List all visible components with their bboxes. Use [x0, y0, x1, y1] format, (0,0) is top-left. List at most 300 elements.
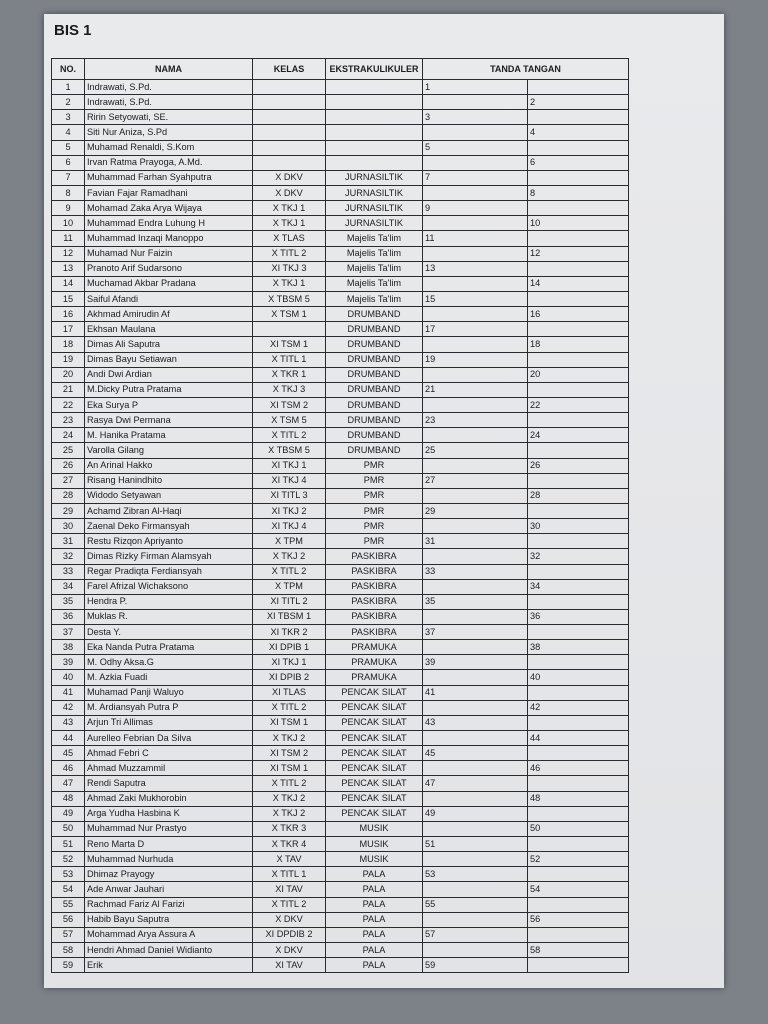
row-signature-right [528, 594, 629, 609]
row-signature-left: 35 [423, 594, 528, 609]
row-number: 39 [52, 655, 85, 670]
row-ekstrakulikuler: PENCAK SILAT [326, 731, 423, 746]
attendance-table [51, 58, 629, 973]
row-number: 58 [52, 943, 85, 958]
row-signature-left: 55 [423, 897, 528, 912]
row-number: 31 [52, 534, 85, 549]
table-row [52, 685, 629, 700]
row-ekstrakulikuler: DRUMBAND [326, 307, 423, 322]
row-ekstrakulikuler: DRUMBAND [326, 352, 423, 367]
row-kelas: X TITL 2 [253, 700, 326, 715]
row-signature-left: 9 [423, 201, 528, 216]
table-row [52, 519, 629, 534]
row-signature-left: 39 [423, 655, 528, 670]
row-kelas [253, 80, 326, 95]
row-ekstrakulikuler: Majelis Ta'lim [326, 246, 423, 261]
row-number: 28 [52, 488, 85, 503]
row-ekstrakulikuler: DRUMBAND [326, 443, 423, 458]
row-signature-left [423, 579, 528, 594]
row-number: 13 [52, 261, 85, 276]
row-signature-left [423, 519, 528, 534]
table-row [52, 80, 629, 95]
row-signature-left: 1 [423, 80, 528, 95]
table-row [52, 912, 629, 927]
table-row [52, 367, 629, 382]
row-signature-right [528, 655, 629, 670]
row-number: 26 [52, 458, 85, 473]
row-signature-right [528, 322, 629, 337]
row-signature-left [423, 458, 528, 473]
row-nama: Arjun Tri Allimas [85, 715, 253, 730]
row-kelas: X DKV [253, 943, 326, 958]
row-signature-left [423, 731, 528, 746]
row-number: 36 [52, 609, 85, 624]
row-nama: Siti Nur Aniza, S.Pd [85, 125, 253, 140]
row-nama: Farel Afrizal Wichaksono [85, 579, 253, 594]
row-kelas: X TITL 2 [253, 246, 326, 261]
row-nama: Habib Bayu Saputra [85, 912, 253, 927]
table-row [52, 882, 629, 897]
row-nama: M. Odhy Aksa.G [85, 655, 253, 670]
row-number: 47 [52, 776, 85, 791]
row-signature-left [423, 428, 528, 443]
row-signature-left [423, 700, 528, 715]
row-ekstrakulikuler: PENCAK SILAT [326, 761, 423, 776]
row-ekstrakulikuler: PMR [326, 534, 423, 549]
row-ekstrakulikuler: PALA [326, 867, 423, 882]
row-nama: Widodo Setyawan [85, 488, 253, 503]
row-ekstrakulikuler [326, 110, 423, 125]
row-signature-left [423, 185, 528, 200]
row-signature-left: 3 [423, 110, 528, 125]
row-signature-right: 50 [528, 821, 629, 836]
table-row [52, 852, 629, 867]
table-row [52, 837, 629, 852]
row-kelas: X TKJ 1 [253, 201, 326, 216]
row-signature-right [528, 261, 629, 276]
row-signature-right [528, 170, 629, 185]
row-kelas: X TKR 3 [253, 821, 326, 836]
row-nama: Reno Marta D [85, 837, 253, 852]
table-row [52, 867, 629, 882]
row-kelas: XI TKJ 1 [253, 458, 326, 473]
row-nama: Hendra P. [85, 594, 253, 609]
row-signature-left [423, 155, 528, 170]
row-signature-left [423, 95, 528, 110]
row-kelas: XI TAV [253, 882, 326, 897]
row-kelas: XI TSM 1 [253, 715, 326, 730]
row-signature-left: 21 [423, 382, 528, 397]
row-signature-left: 49 [423, 806, 528, 821]
row-signature-left: 11 [423, 231, 528, 246]
row-kelas: X TKJ 1 [253, 276, 326, 291]
row-ekstrakulikuler: DRUMBAND [326, 337, 423, 352]
table-row [52, 564, 629, 579]
row-ekstrakulikuler: JURNASILTIK [326, 216, 423, 231]
row-kelas: X TPM [253, 534, 326, 549]
row-nama: Aurelleo Febrian Da Silva [85, 731, 253, 746]
row-kelas: X TPM [253, 579, 326, 594]
row-nama: Ahmad Muzzammil [85, 761, 253, 776]
row-nama: Rachmad Fariz Al Farizi [85, 897, 253, 912]
row-signature-right [528, 413, 629, 428]
row-ekstrakulikuler: MUSIK [326, 852, 423, 867]
row-ekstrakulikuler: PMR [326, 503, 423, 518]
row-kelas: XI TITL 2 [253, 594, 326, 609]
row-number: 10 [52, 216, 85, 231]
row-signature-right [528, 776, 629, 791]
row-nama: Restu Rizqon Apriyanto [85, 534, 253, 549]
row-ekstrakulikuler: PRAMUKA [326, 655, 423, 670]
table-row [52, 670, 629, 685]
row-number: 8 [52, 185, 85, 200]
table-row [52, 731, 629, 746]
row-signature-right: 32 [528, 549, 629, 564]
table-row [52, 307, 629, 322]
row-signature-right: 4 [528, 125, 629, 140]
row-nama: Risang Hanindhito [85, 473, 253, 488]
row-number: 57 [52, 927, 85, 942]
table-row [52, 594, 629, 609]
row-ekstrakulikuler [326, 95, 423, 110]
row-nama: Muhamad Panji Waluyo [85, 685, 253, 700]
row-signature-left [423, 367, 528, 382]
row-ekstrakulikuler: DRUMBAND [326, 397, 423, 412]
table-row [52, 458, 629, 473]
row-signature-right: 24 [528, 428, 629, 443]
row-nama: Mohamad Zaka Arya Wijaya [85, 201, 253, 216]
row-nama: Ahmad Febri C [85, 746, 253, 761]
row-number: 45 [52, 746, 85, 761]
row-kelas: XI TKJ 1 [253, 655, 326, 670]
row-number: 16 [52, 307, 85, 322]
row-number: 17 [52, 322, 85, 337]
row-signature-right [528, 715, 629, 730]
row-number: 50 [52, 821, 85, 836]
row-number: 24 [52, 428, 85, 443]
row-number: 33 [52, 564, 85, 579]
row-signature-left [423, 761, 528, 776]
row-ekstrakulikuler: PENCAK SILAT [326, 776, 423, 791]
row-signature-right [528, 927, 629, 942]
row-number: 4 [52, 125, 85, 140]
row-signature-right [528, 201, 629, 216]
row-signature-left: 59 [423, 958, 528, 973]
row-signature-right: 44 [528, 731, 629, 746]
row-signature-left: 19 [423, 352, 528, 367]
row-kelas: XI TKJ 4 [253, 473, 326, 488]
table-row [52, 776, 629, 791]
row-ekstrakulikuler: PASKIBRA [326, 564, 423, 579]
row-signature-right: 46 [528, 761, 629, 776]
row-nama: Hendri Ahmad Daniel Widianto [85, 943, 253, 958]
row-signature-right [528, 110, 629, 125]
table-row [52, 503, 629, 518]
row-nama: Eka Surya P [85, 397, 253, 412]
row-ekstrakulikuler: PALA [326, 897, 423, 912]
row-nama: Ade Anwar Jauhari [85, 882, 253, 897]
row-nama: Pranoto Arif Sudarsono [85, 261, 253, 276]
row-signature-left [423, 852, 528, 867]
row-kelas: X TKJ 1 [253, 216, 326, 231]
row-nama: Muklas R. [85, 609, 253, 624]
row-signature-left [423, 276, 528, 291]
row-signature-left: 23 [423, 413, 528, 428]
row-signature-right: 30 [528, 519, 629, 534]
row-kelas: XI TKJ 3 [253, 261, 326, 276]
row-number: 56 [52, 912, 85, 927]
row-kelas: X TITL 2 [253, 776, 326, 791]
row-signature-left: 5 [423, 140, 528, 155]
row-nama: Regar Pradiqta Ferdiansyah [85, 564, 253, 579]
row-signature-right [528, 382, 629, 397]
row-signature-left: 25 [423, 443, 528, 458]
row-number: 5 [52, 140, 85, 155]
row-signature-right: 54 [528, 882, 629, 897]
row-number: 25 [52, 443, 85, 458]
row-nama: Dimas Ali Saputra [85, 337, 253, 352]
row-signature-left: 31 [423, 534, 528, 549]
table-row [52, 700, 629, 715]
row-number: 9 [52, 201, 85, 216]
row-signature-left: 51 [423, 837, 528, 852]
row-number: 19 [52, 352, 85, 367]
table-row [52, 488, 629, 503]
table-row [52, 231, 629, 246]
row-kelas: X TITL 1 [253, 867, 326, 882]
row-kelas: X TITL 2 [253, 428, 326, 443]
row-kelas [253, 95, 326, 110]
row-signature-left: 47 [423, 776, 528, 791]
table-row [52, 579, 629, 594]
row-ekstrakulikuler: PENCAK SILAT [326, 715, 423, 730]
row-ekstrakulikuler: PASKIBRA [326, 625, 423, 640]
row-kelas: X TBSM 5 [253, 443, 326, 458]
row-nama: Muhammad Farhan Syahputra [85, 170, 253, 185]
row-ekstrakulikuler: Majelis Ta'lim [326, 291, 423, 306]
row-number: 32 [52, 549, 85, 564]
table-row [52, 761, 629, 776]
row-number: 44 [52, 731, 85, 746]
row-nama: Saiful Afandi [85, 291, 253, 306]
row-kelas [253, 125, 326, 140]
row-kelas: X TSM 1 [253, 307, 326, 322]
row-kelas: XI TKJ 2 [253, 503, 326, 518]
row-nama: Mohammad Arya Assura A [85, 927, 253, 942]
row-nama: Dhimaz Prayogy [85, 867, 253, 882]
row-nama: Muhamad Renaldi, S.Kom [85, 140, 253, 155]
row-number: 21 [52, 382, 85, 397]
row-ekstrakulikuler: PENCAK SILAT [326, 700, 423, 715]
row-ekstrakulikuler [326, 80, 423, 95]
table-row [52, 201, 629, 216]
row-signature-right: 8 [528, 185, 629, 200]
row-signature-left [423, 216, 528, 231]
table-row [52, 276, 629, 291]
row-number: 54 [52, 882, 85, 897]
row-number: 53 [52, 867, 85, 882]
row-nama: Erik [85, 958, 253, 973]
row-signature-right [528, 291, 629, 306]
row-number: 46 [52, 761, 85, 776]
row-signature-right: 36 [528, 609, 629, 624]
row-nama: Andi Dwi Ardian [85, 367, 253, 382]
row-ekstrakulikuler: DRUMBAND [326, 322, 423, 337]
row-signature-right [528, 746, 629, 761]
row-signature-left: 53 [423, 867, 528, 882]
row-kelas [253, 155, 326, 170]
row-signature-right [528, 685, 629, 700]
row-number: 38 [52, 640, 85, 655]
row-signature-right [528, 231, 629, 246]
table-row [52, 943, 629, 958]
table-row [52, 322, 629, 337]
table-row [52, 110, 629, 125]
row-kelas: XI TKJ 4 [253, 519, 326, 534]
header-no: NO. [52, 59, 85, 80]
row-signature-left: 17 [423, 322, 528, 337]
row-number: 12 [52, 246, 85, 261]
row-nama: Varolla Gilang [85, 443, 253, 458]
row-signature-right: 10 [528, 216, 629, 231]
table-row [52, 140, 629, 155]
table-row [52, 125, 629, 140]
row-nama: Zaenal Deko Firmansyah [85, 519, 253, 534]
table-row [52, 397, 629, 412]
row-ekstrakulikuler: PRAMUKA [326, 670, 423, 685]
row-kelas: X TLAS [253, 231, 326, 246]
row-number: 27 [52, 473, 85, 488]
row-ekstrakulikuler: PASKIBRA [326, 609, 423, 624]
table-row [52, 927, 629, 942]
row-signature-right: 56 [528, 912, 629, 927]
table-header-row [52, 59, 629, 80]
row-number: 59 [52, 958, 85, 973]
table-body [52, 80, 629, 973]
row-signature-left [423, 488, 528, 503]
row-signature-right: 28 [528, 488, 629, 503]
row-nama: M. Hanika Pratama [85, 428, 253, 443]
row-kelas: X TBSM 5 [253, 291, 326, 306]
row-kelas: X TKJ 2 [253, 549, 326, 564]
row-nama: Achamd Zibran Al-Haqi [85, 503, 253, 518]
table-row [52, 640, 629, 655]
row-ekstrakulikuler: Majelis Ta'lim [326, 261, 423, 276]
row-nama: Dimas Rizky Firman Alamsyah [85, 549, 253, 564]
row-nama: Desta Y. [85, 625, 253, 640]
header-tanda-tangan: TANDA TANGAN [423, 59, 629, 80]
table-row [52, 185, 629, 200]
row-signature-left: 43 [423, 715, 528, 730]
table-row [52, 897, 629, 912]
row-nama: Favian Fajar Ramadhani [85, 185, 253, 200]
row-signature-left [423, 125, 528, 140]
table-row [52, 806, 629, 821]
row-ekstrakulikuler: PMR [326, 458, 423, 473]
row-signature-right: 26 [528, 458, 629, 473]
row-kelas: X TKJ 2 [253, 791, 326, 806]
row-ekstrakulikuler: DRUMBAND [326, 413, 423, 428]
row-signature-left [423, 549, 528, 564]
row-signature-right [528, 352, 629, 367]
row-kelas: XI TKR 2 [253, 625, 326, 640]
table-row [52, 155, 629, 170]
row-ekstrakulikuler: JURNASILTIK [326, 185, 423, 200]
row-signature-right [528, 625, 629, 640]
row-number: 3 [52, 110, 85, 125]
table-row [52, 791, 629, 806]
row-number: 35 [52, 594, 85, 609]
row-ekstrakulikuler: PENCAK SILAT [326, 685, 423, 700]
row-nama: Dimas Bayu Setiawan [85, 352, 253, 367]
row-number: 34 [52, 579, 85, 594]
row-ekstrakulikuler: PMR [326, 519, 423, 534]
row-kelas: XI TLAS [253, 685, 326, 700]
row-number: 15 [52, 291, 85, 306]
row-ekstrakulikuler: PASKIBRA [326, 549, 423, 564]
row-number: 42 [52, 700, 85, 715]
row-kelas: X TKJ 2 [253, 731, 326, 746]
table-row [52, 261, 629, 276]
row-signature-left [423, 912, 528, 927]
row-nama: Ekhsan Maulana [85, 322, 253, 337]
row-number: 11 [52, 231, 85, 246]
row-signature-right: 48 [528, 791, 629, 806]
row-ekstrakulikuler: PENCAK SILAT [326, 746, 423, 761]
row-nama: Ahmad Zaki Mukhorobin [85, 791, 253, 806]
row-ekstrakulikuler: PASKIBRA [326, 594, 423, 609]
row-signature-right [528, 473, 629, 488]
row-nama: Arga Yudha Hasbina K [85, 806, 253, 821]
row-kelas: XI DPDIB 2 [253, 927, 326, 942]
table-row [52, 473, 629, 488]
row-signature-right: 12 [528, 246, 629, 261]
row-signature-right: 22 [528, 397, 629, 412]
table-row [52, 609, 629, 624]
row-nama: Muhammad Nurhuda [85, 852, 253, 867]
table-row [52, 655, 629, 670]
row-signature-left [423, 246, 528, 261]
row-signature-right: 6 [528, 155, 629, 170]
row-signature-left [423, 943, 528, 958]
row-kelas [253, 110, 326, 125]
row-kelas: XI DPIB 2 [253, 670, 326, 685]
row-ekstrakulikuler [326, 140, 423, 155]
row-ekstrakulikuler: PALA [326, 927, 423, 942]
row-signature-right: 14 [528, 276, 629, 291]
table-row [52, 958, 629, 973]
table-row [52, 246, 629, 261]
row-nama: Indrawati, S.Pd. [85, 95, 253, 110]
row-nama: M. Ardiansyah Putra P [85, 700, 253, 715]
row-kelas: XI TBSM 1 [253, 609, 326, 624]
row-signature-left: 29 [423, 503, 528, 518]
row-kelas [253, 140, 326, 155]
row-signature-left: 41 [423, 685, 528, 700]
header-nama: NAMA [85, 59, 253, 80]
row-kelas: XI TSM 2 [253, 397, 326, 412]
row-ekstrakulikuler: PMR [326, 473, 423, 488]
row-ekstrakulikuler: Majelis Ta'lim [326, 276, 423, 291]
row-number: 37 [52, 625, 85, 640]
row-kelas: X DKV [253, 170, 326, 185]
row-number: 14 [52, 276, 85, 291]
row-signature-left: 27 [423, 473, 528, 488]
row-number: 55 [52, 897, 85, 912]
row-kelas: XI DPIB 1 [253, 640, 326, 655]
row-signature-right [528, 503, 629, 518]
row-signature-left: 45 [423, 746, 528, 761]
